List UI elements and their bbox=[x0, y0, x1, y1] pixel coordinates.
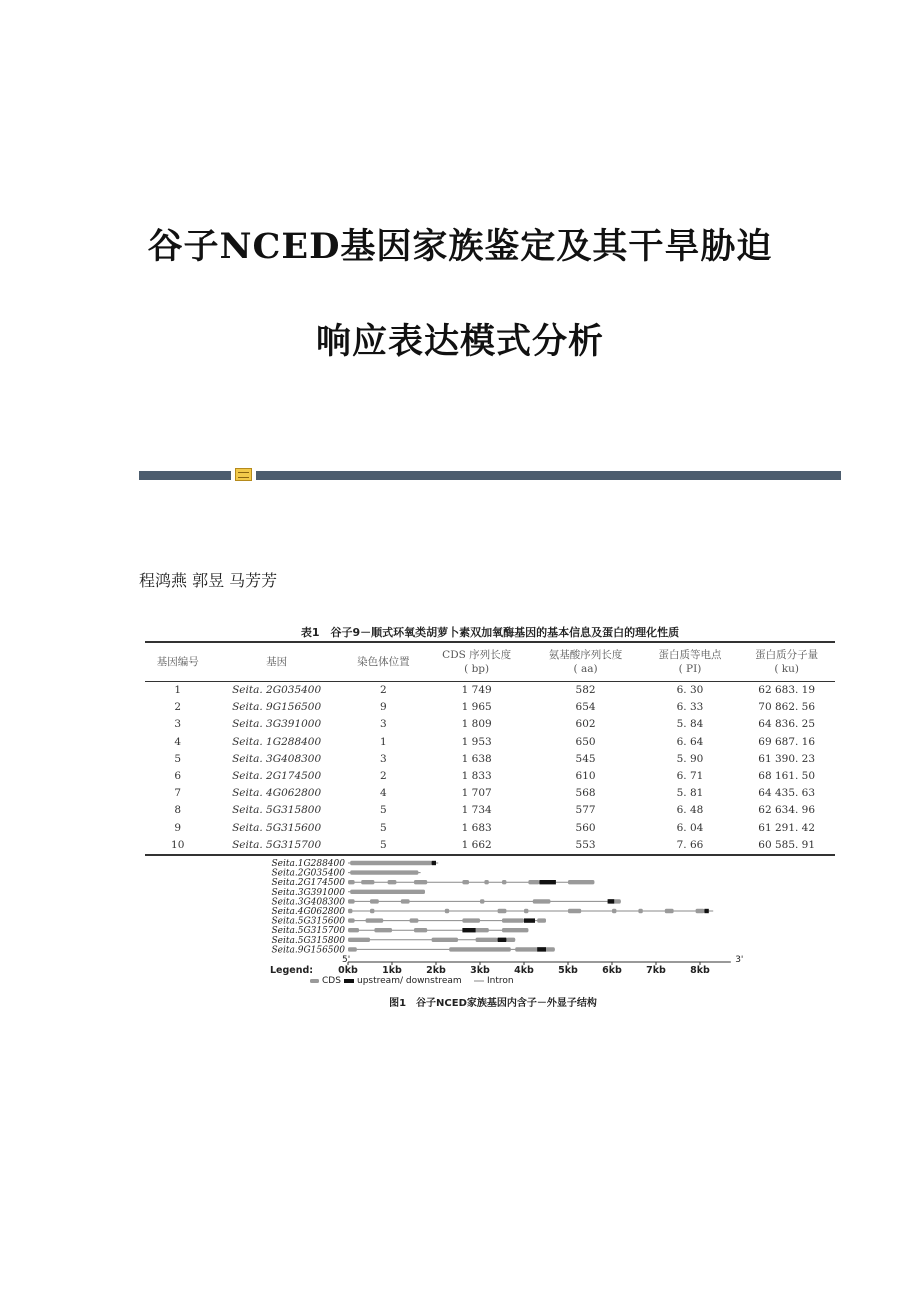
table-row bbox=[145, 785, 835, 802]
table-cell: 1 707 bbox=[461, 787, 492, 800]
table-header-cell: 蛋白质等电点 ( PI) bbox=[658, 649, 722, 675]
cds-exon bbox=[348, 899, 355, 903]
cds-exon bbox=[350, 861, 431, 865]
cds-exon bbox=[445, 909, 449, 913]
paper-title-line-1: 谷子NCED基因家族鉴定及其干旱胁迫 bbox=[147, 226, 773, 267]
table-cell: 1 965 bbox=[461, 701, 492, 714]
cds-exon bbox=[462, 918, 480, 922]
table-cell: 5. 84 bbox=[676, 718, 704, 731]
table-cell: 7 bbox=[174, 787, 182, 800]
utr-segment bbox=[539, 880, 556, 884]
utr-segment bbox=[462, 928, 475, 932]
table-cell: Seita. 3G391000 bbox=[232, 718, 322, 731]
utr-segment bbox=[608, 899, 615, 903]
cds-exon bbox=[502, 928, 528, 932]
table-row bbox=[145, 820, 835, 837]
table-row bbox=[145, 802, 835, 819]
gene-label: Seita.5G315800 bbox=[271, 935, 345, 946]
legend-label: Legend: bbox=[270, 965, 314, 976]
table-cell: 6. 71 bbox=[676, 770, 704, 783]
table-cell: 10 bbox=[171, 838, 185, 851]
legend-utr-swatch bbox=[344, 979, 354, 983]
cds-exon bbox=[524, 909, 528, 913]
table-cell: 5. 81 bbox=[676, 787, 704, 800]
cds-exon bbox=[568, 880, 594, 884]
paper-title-line-2: 响应表达模式分析 bbox=[315, 321, 604, 362]
table-cell: 8 bbox=[174, 804, 182, 817]
axis-tick-label: 3kb bbox=[470, 965, 490, 976]
table-cell: 62 634. 96 bbox=[758, 804, 816, 817]
cds-exon bbox=[350, 890, 425, 894]
axis-tick-label: 8kb bbox=[690, 965, 710, 976]
cds-exon bbox=[462, 880, 469, 884]
table-row bbox=[145, 751, 835, 768]
cds-exon bbox=[348, 909, 352, 913]
cds-exon bbox=[502, 918, 524, 922]
table-cell: 1 809 bbox=[461, 718, 492, 731]
table-cell: 1 749 bbox=[461, 684, 492, 696]
cds-exon bbox=[388, 880, 397, 884]
cds-exon bbox=[432, 938, 458, 942]
cds-exon bbox=[484, 880, 488, 884]
table-cell: 1 833 bbox=[461, 770, 492, 783]
table-header-row bbox=[145, 642, 835, 682]
table-cell: 6. 48 bbox=[676, 804, 704, 817]
utr-segment bbox=[432, 861, 436, 865]
cds-exon bbox=[696, 909, 705, 913]
cds-exon bbox=[348, 928, 359, 932]
legend-intron-label: Intron bbox=[487, 976, 514, 986]
cds-exon bbox=[348, 938, 370, 942]
five-prime-label: 5' bbox=[342, 955, 351, 965]
table-cell: 3 bbox=[380, 718, 387, 731]
gene-label: Seita.2G174500 bbox=[271, 878, 345, 889]
cds-exon bbox=[533, 899, 551, 903]
cds-exon bbox=[370, 899, 379, 903]
cds-exon bbox=[414, 928, 427, 932]
table-row bbox=[145, 682, 835, 700]
cds-exon bbox=[480, 899, 484, 903]
table-cell: 5. 90 bbox=[676, 752, 704, 765]
cds-exon bbox=[348, 880, 355, 884]
cds-exon bbox=[537, 918, 546, 922]
table-cell: 654 bbox=[575, 701, 596, 714]
table-header-cell: 染色体位置 bbox=[357, 656, 410, 668]
utr-segment bbox=[524, 918, 535, 922]
table-header-cell: 基因编号 bbox=[156, 656, 199, 668]
axis-tick-label: 6kb bbox=[602, 965, 622, 976]
table-cell: 2 bbox=[380, 770, 387, 783]
cds-exon bbox=[638, 909, 642, 913]
table-cell: 62 683. 19 bbox=[758, 684, 816, 696]
table-cell: 610 bbox=[575, 770, 596, 783]
three-prime-label: 3' bbox=[735, 955, 744, 965]
cds-exon bbox=[410, 918, 419, 922]
table-cell: Seita. 2G035400 bbox=[232, 684, 322, 696]
table-row bbox=[145, 699, 835, 716]
table-cell: 650 bbox=[575, 735, 596, 748]
table-cell: Seita. 5G315700 bbox=[232, 838, 322, 851]
axis-tick-label: 7kb bbox=[646, 965, 666, 976]
table-cell: 61 291. 42 bbox=[758, 821, 816, 834]
gene-label: Seita.2G035400 bbox=[271, 868, 345, 879]
table-cell: Seita. 5G315600 bbox=[232, 821, 322, 834]
cds-exon bbox=[502, 880, 506, 884]
table-cell: 6. 33 bbox=[676, 701, 704, 714]
legend-utr-label: upstream/ downstream bbox=[357, 976, 462, 986]
table-cell: 602 bbox=[575, 718, 596, 731]
cds-exon bbox=[506, 938, 515, 942]
table-cell: 1 662 bbox=[461, 838, 492, 851]
table-body bbox=[145, 682, 835, 856]
table-cell: 4 bbox=[174, 735, 182, 748]
table-cell: 2 bbox=[174, 701, 182, 714]
envelope-icon bbox=[235, 468, 252, 481]
axis-tick-label: 5kb bbox=[558, 965, 578, 976]
legend-cds-swatch bbox=[310, 979, 319, 983]
table-cell: 5 bbox=[174, 752, 182, 765]
utr-segment bbox=[704, 909, 708, 913]
table-cell: 4 bbox=[380, 787, 387, 800]
table-cell: Seita. 5G315800 bbox=[232, 804, 322, 817]
table-cell: 6. 64 bbox=[676, 735, 704, 748]
cds-exon bbox=[414, 880, 427, 884]
cds-exon bbox=[476, 938, 498, 942]
table-cell: 545 bbox=[575, 752, 596, 765]
table-row bbox=[145, 768, 835, 785]
table-cell: 553 bbox=[575, 838, 596, 851]
table-cell: 5 bbox=[380, 838, 387, 851]
gene-structure-figure bbox=[248, 852, 744, 1010]
cds-exon bbox=[366, 918, 384, 922]
table-cell: 5 bbox=[380, 804, 387, 817]
table-cell: 6. 30 bbox=[676, 684, 704, 696]
cds-exon bbox=[568, 909, 581, 913]
table-header-cell: 基因 bbox=[266, 656, 288, 668]
cds-exon bbox=[348, 918, 355, 922]
table-cell: 1 683 bbox=[461, 821, 492, 834]
table-cell: 70 862. 56 bbox=[758, 701, 816, 714]
table-cell: 568 bbox=[575, 787, 596, 800]
table-cell: 7. 66 bbox=[676, 838, 704, 851]
table-cell: 1 953 bbox=[461, 735, 492, 748]
table-header-cell: CDS 序列长度 ( bp) bbox=[442, 649, 512, 675]
table-cell: 1 734 bbox=[461, 804, 492, 817]
table-cell: 6 bbox=[174, 770, 182, 783]
table-cell: 3 bbox=[174, 718, 182, 731]
table-cell: 560 bbox=[575, 821, 596, 834]
cds-exon bbox=[348, 947, 357, 951]
gene-label: Seita.9G156500 bbox=[271, 945, 345, 956]
table-cell: 2 bbox=[380, 684, 387, 696]
gene-label: Seita.5G315600 bbox=[271, 916, 345, 927]
table-cell: Seita. 9G156500 bbox=[232, 701, 322, 714]
gene-label: Seita.4G062800 bbox=[271, 907, 345, 917]
table-cell: 5 bbox=[380, 821, 387, 834]
cds-exon bbox=[528, 880, 539, 884]
cds-exon bbox=[370, 909, 374, 913]
table-cell: 1 bbox=[174, 684, 182, 696]
table-cell: Seita. 1G288400 bbox=[232, 735, 322, 748]
table-header-cell: 氨基酸序列长度 ( aa) bbox=[548, 649, 623, 675]
cds-exon bbox=[374, 928, 392, 932]
axis-tick-label: 1kb bbox=[382, 965, 402, 976]
table-cell: 64 836. 25 bbox=[758, 718, 816, 731]
table-cell: 69 687. 16 bbox=[758, 735, 816, 748]
gene-label: Seita.3G391000 bbox=[271, 887, 345, 898]
cds-exon bbox=[498, 909, 507, 913]
utr-segment bbox=[537, 947, 546, 951]
table-cell: 582 bbox=[575, 684, 596, 696]
table-cell: 6. 04 bbox=[676, 821, 704, 834]
gene-label: Seita.1G288400 bbox=[271, 859, 345, 869]
table-cell: 61 390. 23 bbox=[758, 752, 816, 765]
table-cell: 9 bbox=[174, 821, 182, 834]
cds-exon bbox=[350, 870, 418, 874]
table-cell: 9 bbox=[380, 701, 387, 714]
authors: 程鸿燕 郭昱 马芳芳 bbox=[139, 571, 278, 590]
table-cell: 577 bbox=[575, 804, 596, 817]
table-row bbox=[145, 734, 835, 751]
cds-exon bbox=[449, 947, 511, 951]
cds-exon bbox=[401, 899, 410, 903]
cds-exon bbox=[665, 909, 674, 913]
figure-caption: 图1 谷子NCED家族基因内含子－外显子结构 bbox=[389, 998, 597, 1009]
cds-exon bbox=[361, 880, 374, 884]
legend-cds-label: CDS bbox=[322, 976, 341, 986]
table-cell: Seita. 3G408300 bbox=[232, 752, 322, 765]
table-cell: 64 435. 63 bbox=[758, 787, 816, 800]
gene-label: Seita.3G408300 bbox=[271, 897, 345, 908]
table-caption: 表1 谷子9－顺式环氧类胡萝卜素双加氧酶基因的基本信息及蛋白的理化性质 bbox=[300, 626, 680, 639]
table-cell: 1 638 bbox=[461, 752, 492, 765]
gene-label: Seita.5G315700 bbox=[271, 926, 345, 937]
axis-tick-label: 2kb bbox=[426, 965, 446, 976]
table-cell: 1 bbox=[380, 735, 387, 748]
cds-exon bbox=[515, 947, 555, 951]
axis-tick-label: 0kb bbox=[338, 965, 358, 976]
divider-right bbox=[256, 471, 841, 480]
gene-table bbox=[145, 641, 835, 856]
table-cell: 68 161. 50 bbox=[758, 770, 816, 783]
table-cell: Seita. 2G174500 bbox=[232, 770, 322, 783]
cds-exon bbox=[612, 909, 616, 913]
axis-tick-label: 4kb bbox=[514, 965, 534, 976]
utr-segment bbox=[498, 938, 507, 942]
divider-left bbox=[139, 471, 231, 480]
table-cell: Seita. 4G062800 bbox=[232, 787, 322, 800]
table-cell: 60 585. 91 bbox=[758, 838, 816, 851]
table-row bbox=[145, 716, 835, 733]
table-cell: 3 bbox=[380, 752, 387, 765]
table-header-cell: 蛋白质分子量 ( ku) bbox=[755, 649, 819, 675]
